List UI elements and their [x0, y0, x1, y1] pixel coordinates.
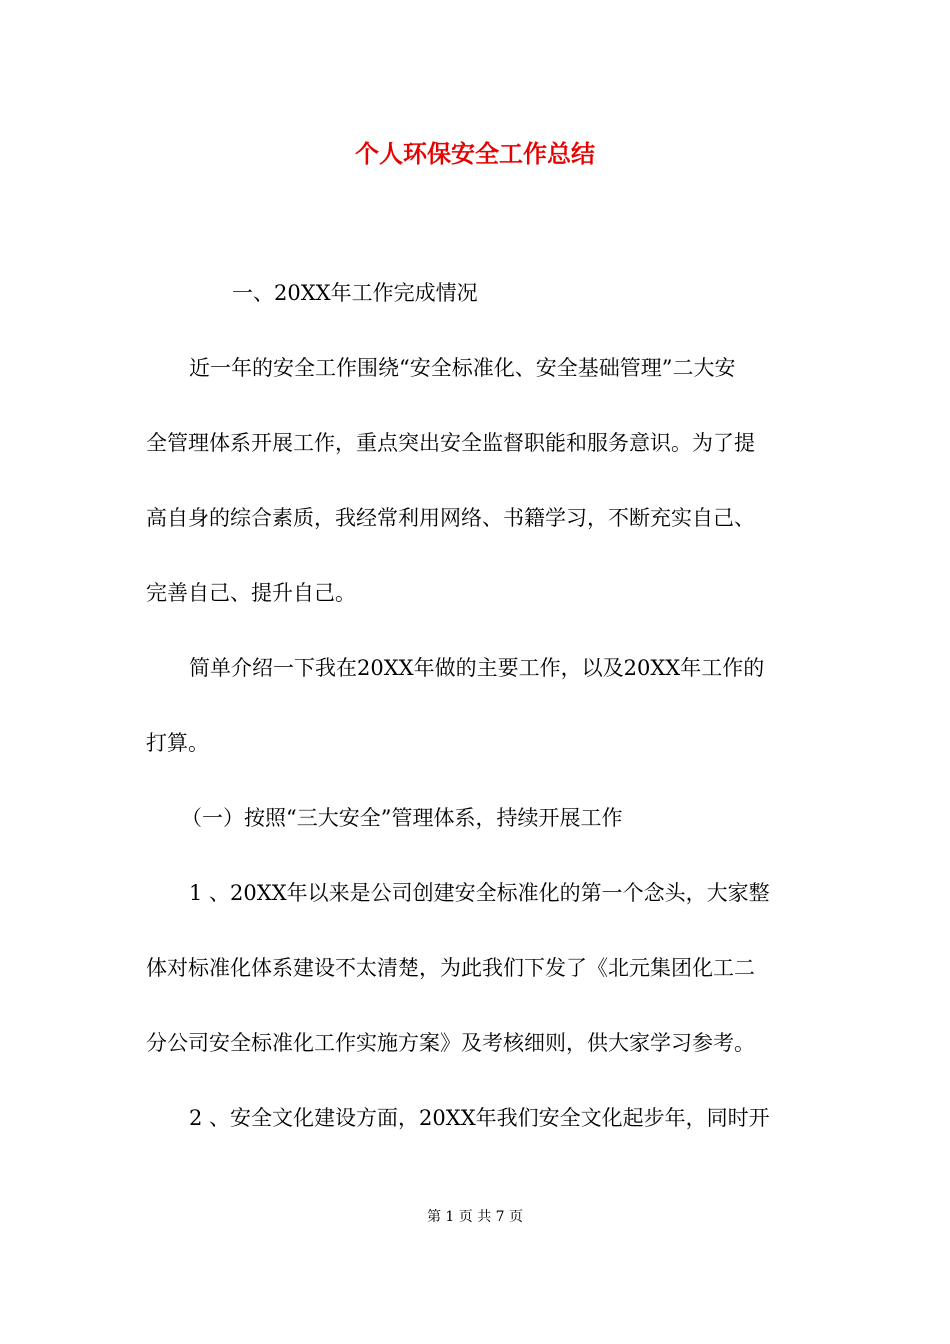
- paragraph-line: 体对标准化体系建设不太清楚，为此我们下发了《北元集团化工二: [146, 956, 755, 980]
- paragraph-line: 完善自己、提升自己。: [146, 581, 356, 605]
- document-title: 个人环保安全工作总结: [355, 139, 595, 168]
- section-heading: 一、20XX年工作完成情况: [232, 281, 478, 305]
- paragraph-line: 近一年的安全工作围绕“安全标准化、安全基础管理”二大安: [189, 356, 736, 380]
- paragraph-line: 2 、安全文化建设方面，20XX年我们安全文化起步年，同时开: [189, 1106, 770, 1130]
- subsection-heading: （一）按照“三大安全”管理体系，持续开展工作: [181, 806, 623, 830]
- paragraph-line: 简单介绍一下我在20XX年做的主要工作，以及20XX年工作的: [189, 656, 765, 680]
- paragraph-line: 1 、20XX年以来是公司创建安全标准化的第一个念头，大家整: [189, 881, 770, 905]
- paragraph-line: 分公司安全标准化工作实施方案》及考核细则，供大家学习参考。: [146, 1031, 755, 1055]
- paragraph-line: 打算。: [146, 731, 209, 755]
- paragraph-line: 高自身的综合素质，我经常利用网络、书籍学习，不断充实自己、: [146, 506, 755, 530]
- paragraph-line: 全管理体系开展工作，重点突出安全监督职能和服务意识。为了提: [146, 431, 755, 455]
- page-number-footer: 第 1 页 共 7 页: [426, 1209, 524, 1225]
